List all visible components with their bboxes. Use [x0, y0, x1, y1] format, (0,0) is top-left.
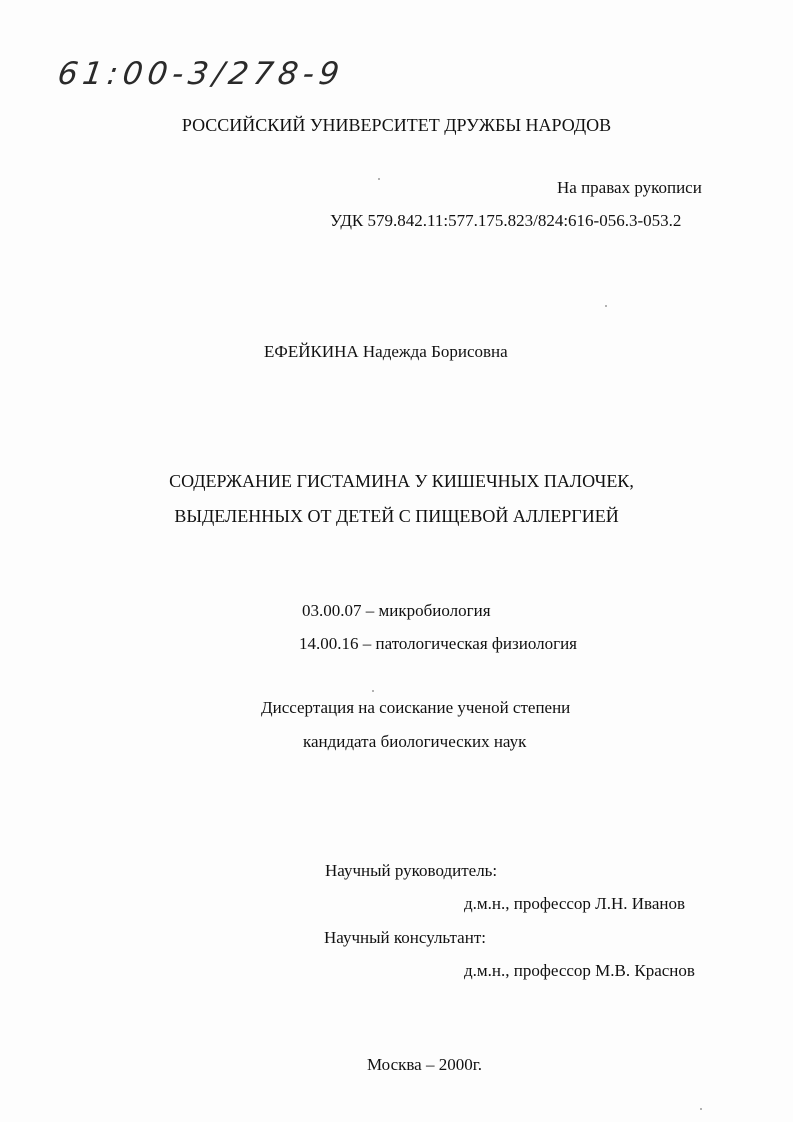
supervisor-label: Научный руководитель: [325, 861, 498, 880]
consultant-label: Научный консультант: [324, 928, 486, 947]
consultant-name: д.м.н., профессор М.В. Краснов [464, 961, 695, 980]
degree-line-1: Диссертация на соискание ученой степени [261, 698, 571, 717]
specialty-2: 14.00.16 – патологическая физиология [299, 634, 577, 653]
specialty-1: 03.00.07 – микробиология [302, 601, 491, 620]
scan-speck [372, 690, 374, 692]
udc-code: УДК 579.842.11:577.175.823/824:616-056.3-053.2 [330, 211, 682, 230]
author-name: ЕФЕЙКИНА Надежда Борисовна [264, 342, 508, 361]
scan-speck [605, 305, 607, 307]
archive-number-handwritten: 61:00-3/278-9 [55, 56, 347, 92]
dissertation-title-line-1: СОДЕРЖАНИЕ ГИСТАМИНА У КИШЕЧНЫХ ПАЛОЧЕК, [169, 471, 634, 491]
dissertation-title-line-2: ВЫДЕЛЕННЫХ ОТ ДЕТЕЙ С ПИЩЕВОЙ АЛЛЕРГИЕЙ [174, 506, 619, 526]
rights-notice: На правах рукописи [557, 178, 702, 197]
scan-speck [700, 1108, 702, 1110]
university-name: РОССИЙСКИЙ УНИВЕРСИТЕТ ДРУЖБЫ НАРОДОВ [181, 115, 612, 135]
place-and-year: Москва – 2000г. [366, 1055, 483, 1074]
degree-line-2: кандидата биологических наук [303, 732, 527, 751]
supervisor-name: д.м.н., профессор Л.Н. Иванов [464, 894, 685, 913]
scan-speck [378, 178, 380, 180]
